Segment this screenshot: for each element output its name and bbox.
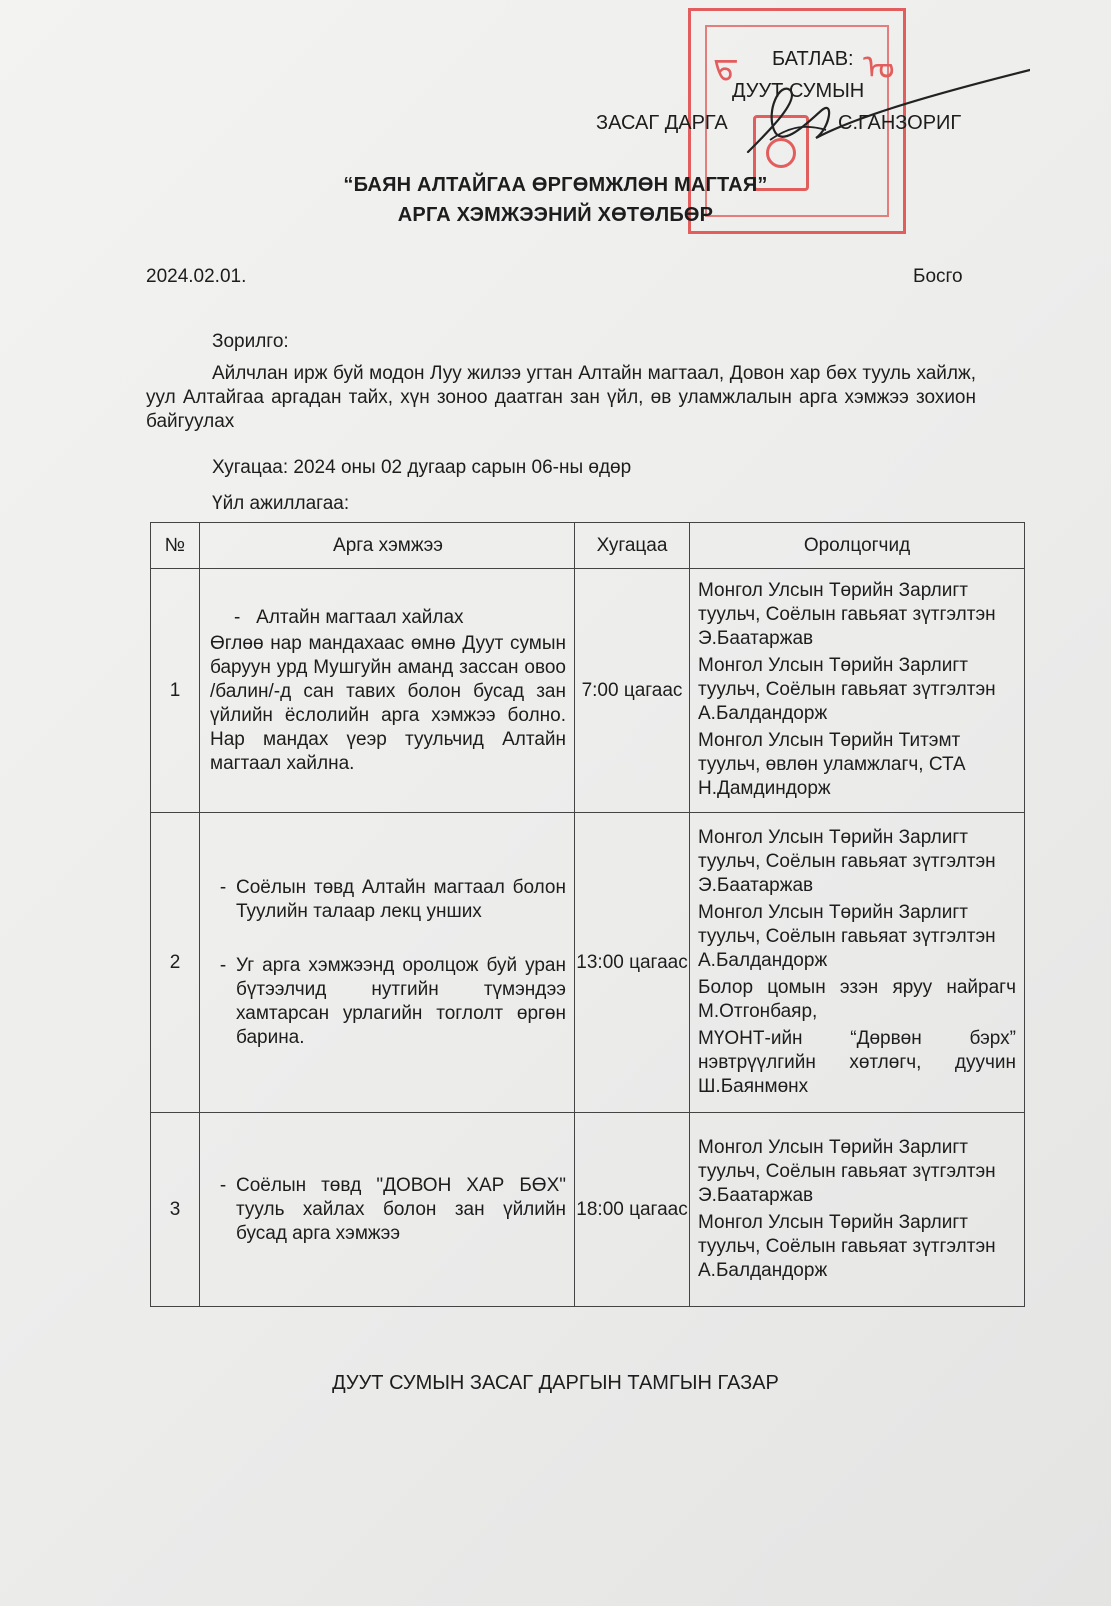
row-participants	[690, 569, 1025, 813]
activity-bullet	[210, 1174, 566, 1246]
participant-item: Монгол Улсын Төрийн Зарлигт туульч, Соёлын гавьяат зүтгэлтэн А.Балдандорж	[698, 901, 996, 971]
bullet-text: Уг арга хэмжээнд оролцож буй уран бүтээлчид нутгийн түмэндээ хамтарсан урлагийн тоглолт өргөн барина.	[236, 954, 566, 1048]
row-time: 13:00 цагаас	[575, 813, 690, 1113]
seal-script-left-icon: ᠳ	[713, 44, 739, 84]
activity-heading-text: Алтайн магтаал хайлах	[256, 606, 464, 628]
table-row	[151, 569, 1025, 813]
participant-item: Монгол Улсын Төрийн Зарлигт туульч, Соёлын гавьяат зүтгэлтэн Э.Баатаржав	[698, 826, 996, 896]
program-table	[150, 522, 1025, 1307]
activities-label: Үйл ажиллагаа:	[212, 493, 350, 514]
signature-icon	[730, 60, 1030, 170]
bullet-text: Соёлын төвд Алтайн магтаал болон Туулийн талаар лекц унших	[236, 876, 566, 922]
header-participants: Оролцогчид	[690, 523, 1025, 569]
table-header-row	[151, 523, 1025, 569]
bullet-dash: -	[219, 1174, 227, 1196]
row-num: 3	[151, 1113, 200, 1307]
document-title-line1: “БАЯН АЛТАЙГАА ӨРГӨМЖЛӨН МАГТАЯ”	[343, 174, 768, 196]
participant-item: Монгол Улсын Төрийн Зарлигт туульч, Соёлын гавьяат зүтгэлтэн А.Балдандорж	[698, 655, 996, 724]
row-activity	[200, 1113, 575, 1307]
activity-bullet	[210, 954, 566, 1050]
participant-item: Монгол Улсын Төрийн Зарлигт туульч, Соёлын гавьяат зүтгэлтэн Э.Баатаржав	[698, 1136, 996, 1206]
seal-script-right-icon: ᠤ	[863, 48, 895, 88]
approval-name: С.ГАНЗОРИГ	[838, 112, 962, 134]
participant-item: Монгол Улсын Төрийн Зарлигт туульч, Соёлын гавьяат зүтгэлтэн Э.Баатаржав	[698, 580, 996, 649]
row-time: 18:00 цагаас	[575, 1113, 690, 1307]
bullet-text: Соёлын төвд "ДОВОН ХАР БӨХ" тууль хайлах болон зан үйлийн бусад арга хэмжээ	[236, 1174, 566, 1244]
row-num: 1	[151, 569, 200, 813]
row-time: 7:00 цагаас	[575, 569, 690, 813]
header-time: Хугацаа	[575, 523, 690, 569]
participant-item: Монгол Улсын Төрийн Зарлигт туульч, Соёлын гавьяат зүтгэлтэн А.Балдандорж	[698, 1211, 996, 1281]
row-participants	[690, 1113, 1025, 1307]
row-activity	[200, 813, 575, 1113]
participant-item: МҮОНТ-ийн “Дөрвөн бэрх” нэвтрүүлгийн хөтлөгч, дуучин Ш.Баянмөнх	[698, 1027, 1016, 1097]
row-num: 2	[151, 813, 200, 1113]
schedule-line: Хугацаа: 2024 оны 02 дугаар сарын 06-ны өдөр	[212, 457, 632, 478]
bullet-dash: -	[219, 876, 227, 898]
header-activity: Арга хэмжээ	[200, 523, 575, 569]
approval-org: ДУУТ СУМЫН	[732, 80, 865, 102]
approval-position: ЗАСАГ ДАРГА	[596, 112, 728, 134]
document-date: 2024.02.01.	[146, 266, 247, 287]
table-row	[151, 1113, 1025, 1307]
document-place: Босго	[913, 266, 963, 287]
goal-label: Зорилго:	[212, 331, 289, 352]
table-row	[151, 813, 1025, 1113]
participant-item: Болор цомын эзэн яруу найрагч М.Отгонбаяр,	[698, 976, 1016, 1022]
activity-bullet	[210, 876, 566, 924]
activity-heading: - Алтайн магтаал хайлах	[234, 606, 464, 628]
participant-item: Монгол Улсын Төрийн Титэмт туульч, өвлөн уламжлагч, СТА Н.Дамдиндорж	[698, 730, 966, 799]
row-activity	[200, 569, 575, 813]
document-title-line2: АРГА ХЭМЖЭЭНИЙ ХӨТӨЛБӨР	[397, 204, 714, 226]
approval-label: БАТЛАВ:	[772, 48, 854, 70]
header-num: №	[151, 523, 200, 569]
goal-text: Айлчлан ирж буй модон Луу жилээ угтан Алтайн магтаал, Довон хар бөх тууль хайлж, уул Алтайгаа аргадан тайх, хүн зоноо даатган зан үйл, өв уламжлалын арга хэмжээ зохион байгуулах	[146, 363, 976, 432]
footer-organization: ДУУТ СУМЫН ЗАСАГ ДАРГЫН ТАМГЫН ГАЗАР	[332, 1372, 779, 1394]
bullet-dash: -	[219, 954, 227, 976]
row-participants	[690, 813, 1025, 1113]
activity-description: Өглөө нар мандахаас өмнө Дуут сумын баруун урд Мушгуйн аманд зассан овоо /балин/-д сан тавих болон бусад зан үйлийн ёслолийн арга хэмжээ болно. Нар мандах үеэр туульчид Алтайн магтаал хайлна.	[210, 632, 566, 774]
